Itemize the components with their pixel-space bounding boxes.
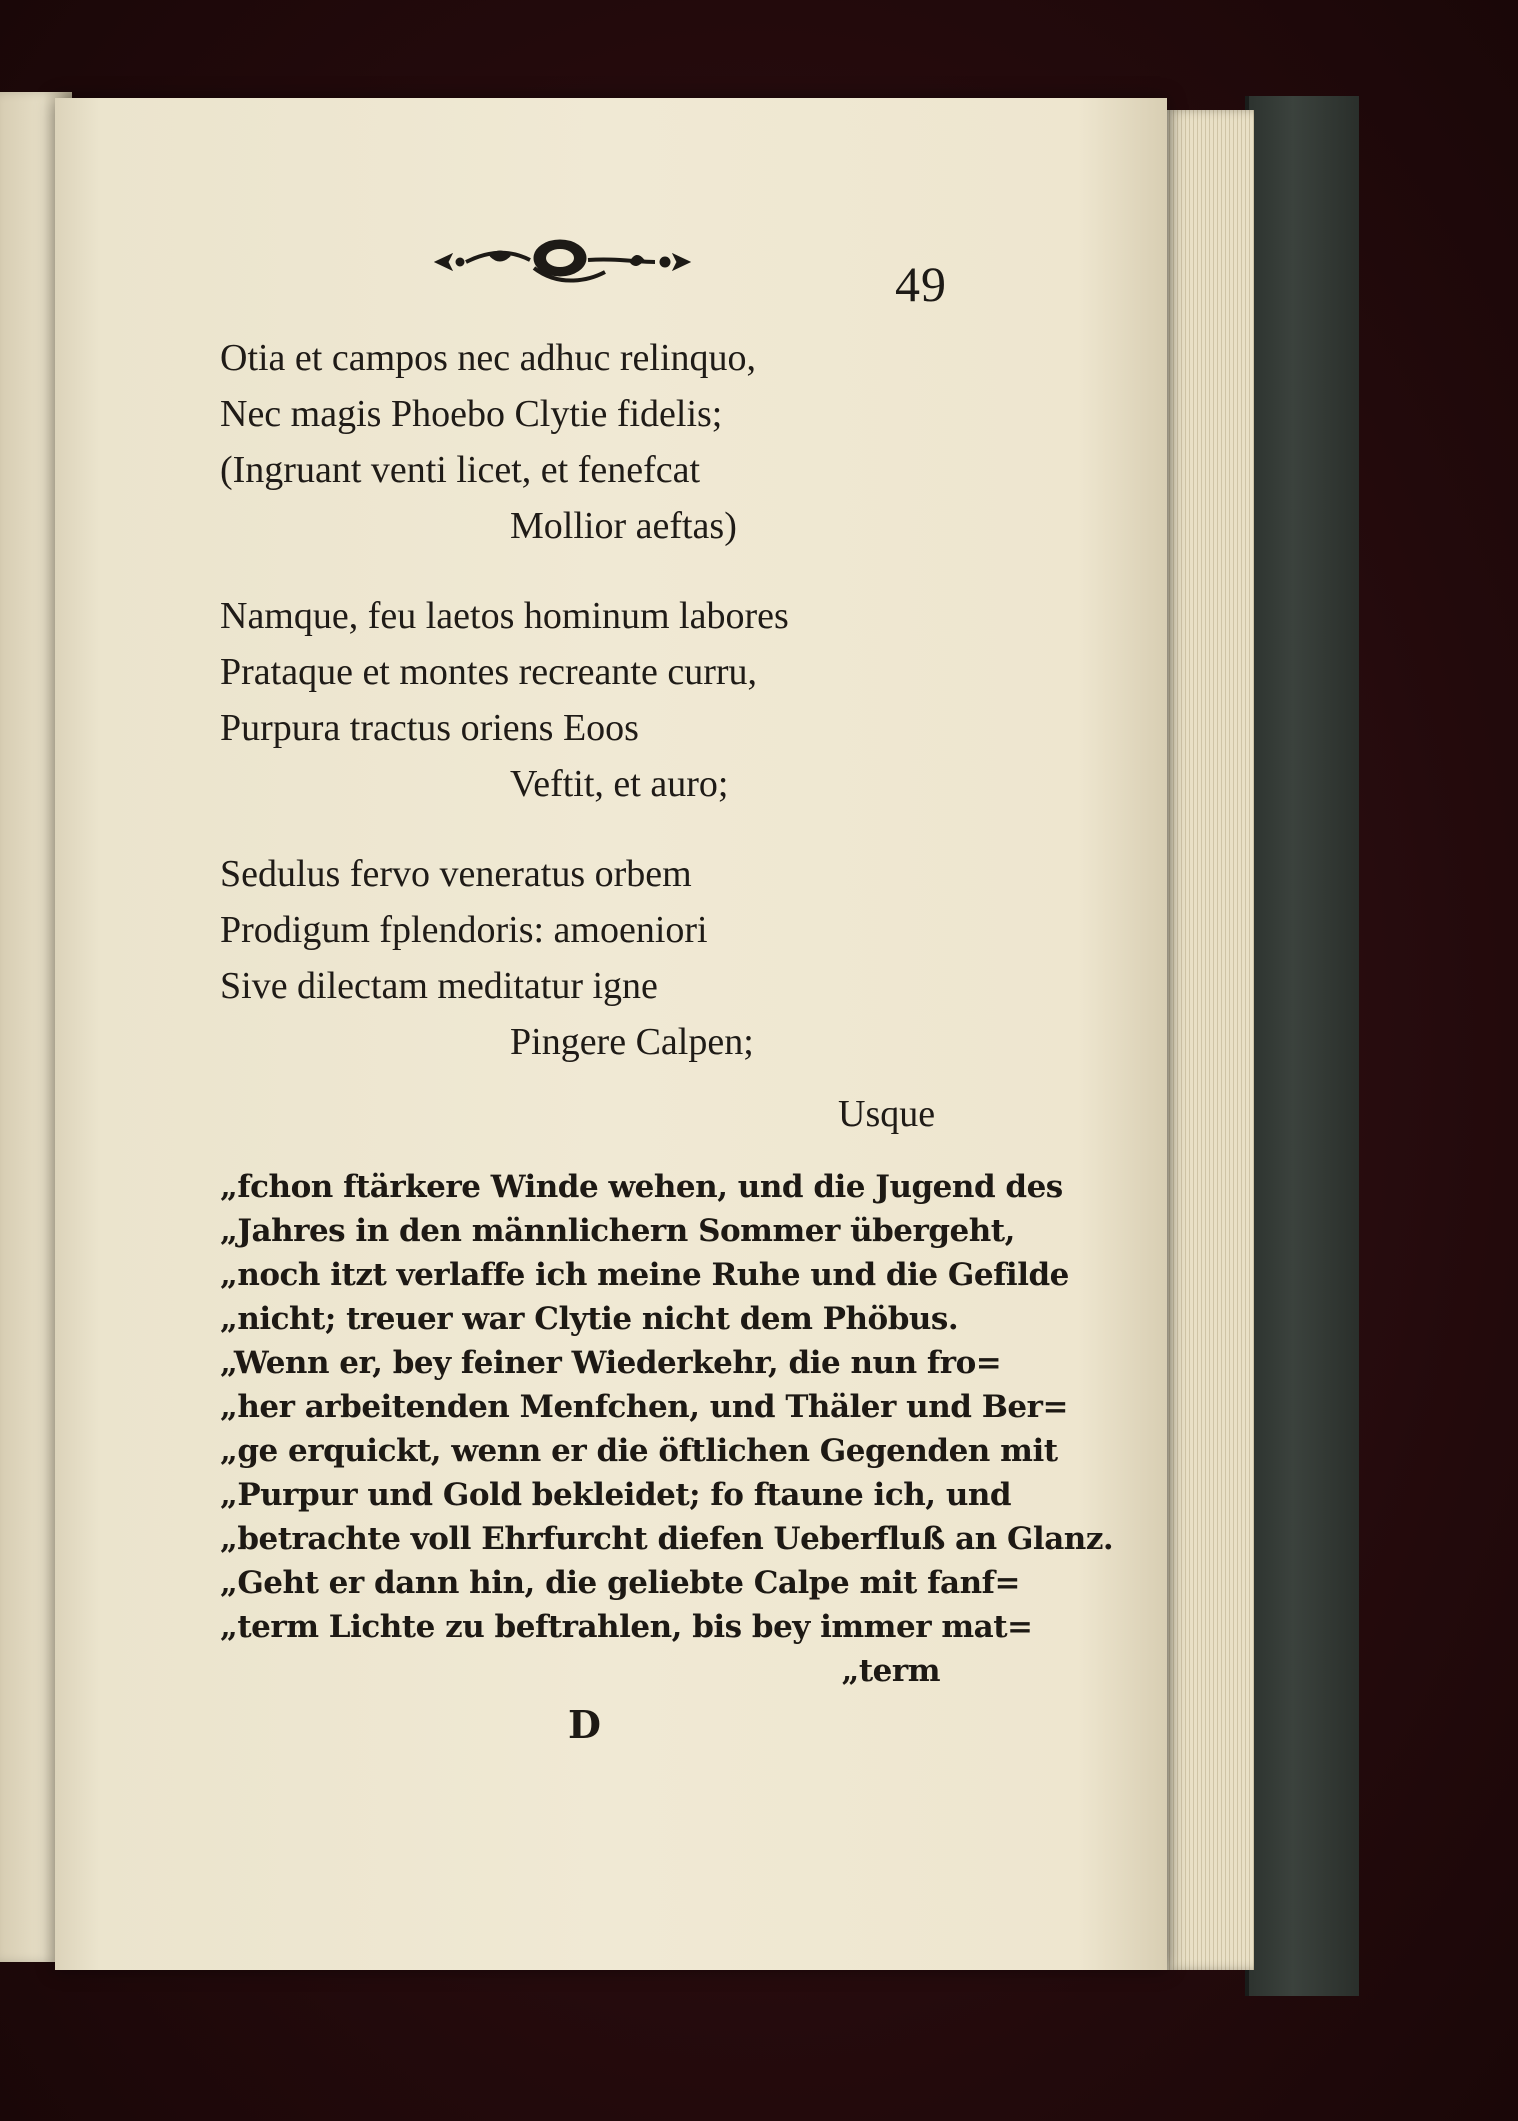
prose-line: „Wenn er, bey feiner Wiederkehr, die nun fro= — [220, 1345, 1002, 1381]
floral-vignette-ornament-icon — [430, 232, 695, 292]
poem-stanza — [220, 330, 980, 554]
catchword: Usque — [838, 1093, 936, 1135]
german-translation — [220, 1165, 1114, 1693]
page-edges — [1162, 110, 1254, 1970]
poem-line: Namque, feu laetos hominum labores — [220, 595, 789, 637]
prose-line: „betrachte voll Ehrfurcht diefen Ueberfluß an Glanz. — [220, 1521, 1114, 1557]
poem-line: Otia et campos nec adhuc relinquo, — [220, 337, 757, 379]
poem-line: Mollior aeftas) — [510, 505, 737, 547]
poem-line: Sive dilectam meditatur igne — [220, 965, 658, 1007]
poem-line: (Ingruant venti licet, et fenefcat — [220, 449, 701, 491]
book-cover-edge — [1245, 96, 1359, 1996]
prose-line: „nicht; treuer war Clytie nicht dem Phöbus. — [220, 1301, 959, 1337]
prose-line: „her arbeitenden Menfchen, und Thäler und Ber= — [220, 1389, 1068, 1425]
prose-line: „Purpur und Gold bekleidet; fo ftaune ich, und — [220, 1477, 1012, 1513]
poem-line: Prodigum fplendoris: amoeniori — [220, 909, 708, 951]
poem-line: Veftit, et auro; — [510, 763, 729, 805]
prose-line: „Geht er dann hin, die geliebte Calpe mit fanf= — [220, 1565, 1020, 1601]
poem-stanza — [220, 588, 980, 812]
poem-line: Prataque et montes recreante curru, — [220, 651, 758, 693]
page-number: 49 — [895, 256, 947, 312]
latin-poem — [220, 330, 980, 1104]
prose-line: „fchon ftärkere Winde wehen, und die Jugend des — [220, 1169, 1063, 1205]
prose-line: „term — [841, 1653, 940, 1689]
prose-line: „noch itzt verlaffe ich meine Ruhe und die Gefilde — [220, 1257, 1069, 1293]
poem-line: Purpura tractus oriens Eoos — [220, 707, 639, 749]
poem-line: Sedulus fervo veneratus orbem — [220, 853, 692, 895]
signature-mark: D — [568, 1702, 601, 1747]
prose-line: „ge erquickt, wenn er die öftlichen Gegenden mit — [220, 1433, 1058, 1469]
poem-stanza — [220, 846, 980, 1070]
poem-line: Pingere Calpen; — [510, 1021, 754, 1063]
prose-line: „term Lichte zu beftrahlen, bis bey immer mat= — [220, 1609, 1033, 1645]
poem-line: Nec magis Phoebo Clytie fidelis; — [220, 393, 723, 435]
prose-line: „Jahres in den männlichern Sommer übergeht, — [220, 1213, 1015, 1249]
